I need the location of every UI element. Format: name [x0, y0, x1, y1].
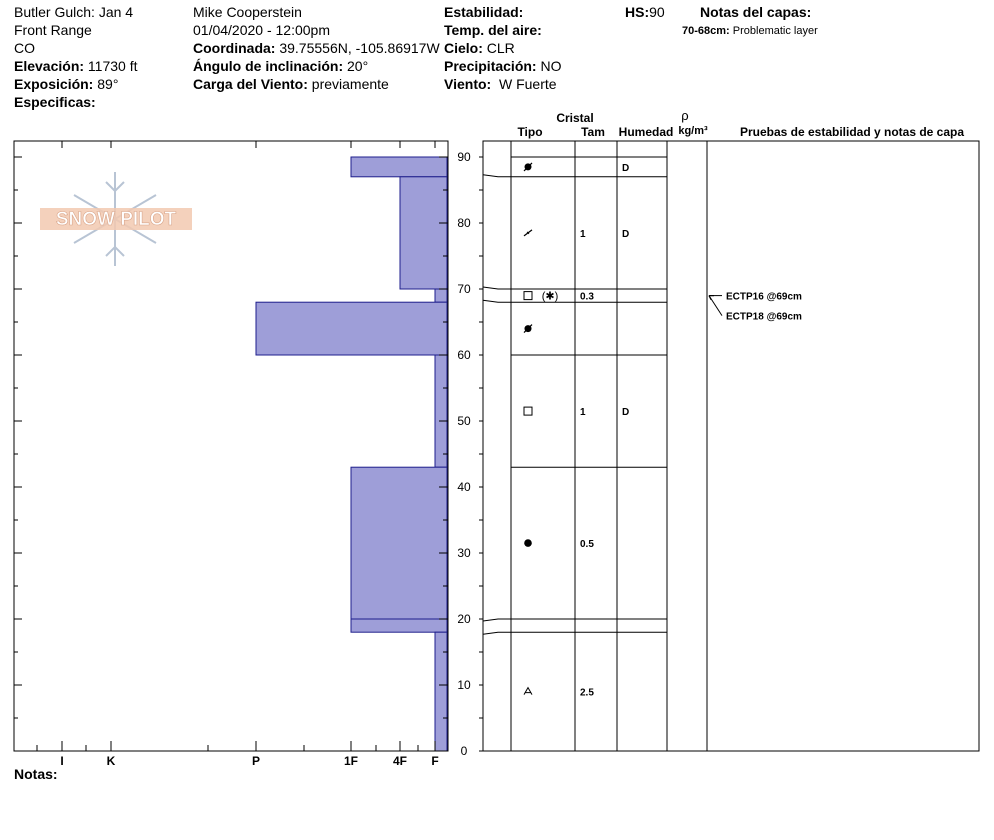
table-frame	[483, 141, 979, 751]
y-tick-label: 10	[457, 678, 471, 692]
range-name: Front Range	[14, 22, 92, 38]
crystal-moisture: D	[622, 407, 630, 419]
precip-label: Precipitación:	[444, 58, 537, 74]
layer-note-text: Problematic layer	[732, 25, 818, 37]
wind-value: W Fuerte	[498, 76, 557, 92]
moisture-col-header: Humedad	[618, 125, 674, 139]
hardness-bar	[400, 177, 447, 289]
specifics-label: Especificas:	[14, 94, 96, 110]
elevation-label: Elevación:	[14, 58, 85, 74]
air-temp-label: Temp. del aire:	[444, 22, 542, 38]
slope-label: Ángulo de inclinación:	[193, 58, 344, 74]
crystal-moisture: D	[622, 228, 630, 240]
hardness-bar	[351, 467, 447, 619]
crystal-symbol-rg	[524, 539, 532, 547]
crystal-symbol-fc	[524, 407, 532, 415]
stability-tests	[709, 292, 802, 323]
crystal-size: 1	[580, 407, 586, 419]
slope-value: 20°	[347, 58, 369, 74]
symbol-dot	[524, 539, 532, 547]
symbol-text: (✱)	[541, 290, 559, 303]
row-connector	[483, 632, 511, 634]
density-col-header: kg/m³	[678, 125, 708, 137]
y-tick-label: 70	[457, 282, 471, 296]
crystal-size: 0.3	[580, 291, 594, 303]
crystal-symbol-ppgp	[524, 325, 532, 333]
tests-col-header: Pruebas de estabilidad y notas de capa	[739, 125, 965, 139]
layer-notes-title: Notas del capas:	[700, 4, 812, 20]
hardness-axis	[37, 141, 439, 768]
table-column-lines	[511, 141, 707, 751]
sky-value: CLR	[486, 40, 515, 56]
row-connector	[483, 287, 511, 289]
coordinates-label: Coordinada:	[193, 40, 276, 56]
y-tick-label: 40	[457, 480, 471, 494]
hs-label: HS:	[625, 4, 650, 20]
wind-load-value: previamente	[311, 76, 389, 92]
x-tick-label: 1F	[343, 754, 359, 768]
y-tick-label: 0	[460, 744, 468, 758]
observation-datetime: 01/04/2020 - 12:00pm	[193, 22, 330, 38]
x-tick-label: 4F	[392, 754, 408, 768]
coordinates-value: 39.75556N, -105.86917W	[279, 40, 440, 56]
row-connector	[483, 300, 511, 302]
wind-load-label: Carga del Viento:	[193, 76, 308, 92]
hardness-layers	[256, 157, 447, 751]
wind-label: Viento:	[444, 76, 492, 92]
test-label: ECTP18 @69cm	[726, 311, 802, 323]
crystal-size: 2.5	[580, 687, 594, 699]
hardness-bar	[435, 355, 447, 467]
x-tick-label: I	[60, 754, 64, 768]
hardness-bar	[351, 619, 447, 632]
y-tick-label: 50	[457, 414, 471, 428]
hs-value: 90	[649, 4, 665, 20]
test-label: ECTP16 @69cm	[726, 291, 802, 303]
rho-header: ρ	[681, 108, 689, 123]
stability-label: Estabilidad:	[444, 4, 524, 20]
observer-name: Mike Cooperstein	[193, 4, 302, 20]
snowpilot-logo	[40, 172, 192, 266]
row-connector	[483, 619, 511, 621]
crystal-symbol-df	[524, 230, 532, 236]
sky-label: Cielo:	[444, 40, 483, 56]
x-tick-label: F	[431, 754, 439, 768]
y-tick-label: 80	[457, 216, 471, 230]
crystal-symbol-ppgp	[524, 163, 532, 171]
y-tick-label: 60	[457, 348, 471, 362]
hardness-frame	[14, 141, 448, 751]
aspect-label: Exposición:	[14, 76, 94, 92]
hardness-bar	[351, 157, 447, 177]
crystal-symbol-fc-sh	[524, 291, 558, 303]
symbol-square	[524, 292, 532, 300]
hardness-bar	[256, 302, 447, 355]
state-name: CO	[14, 40, 35, 56]
symbol-square	[524, 407, 532, 415]
row-connector	[483, 175, 511, 177]
crystal-moisture: D	[622, 162, 630, 174]
aspect-value: 89°	[97, 76, 119, 92]
hardness-bar	[435, 289, 447, 302]
elevation-value: 11730 ft	[87, 58, 138, 74]
size-col-header: Tam	[581, 125, 605, 139]
crystal-size: 0.5	[580, 539, 594, 551]
y-tick-label: 20	[457, 612, 471, 626]
y-tick-label: 90	[457, 150, 471, 164]
symbol-caret	[524, 688, 532, 695]
logo-text: SNOW PILOT	[55, 209, 177, 230]
y-tick-label: 30	[457, 546, 471, 560]
type-col-header: Tipo	[517, 125, 543, 139]
layer-note-range: 70-68cm:	[682, 25, 730, 37]
precip-value: NO	[540, 58, 562, 74]
hardness-bar	[435, 632, 447, 751]
notes-label: Notas:	[14, 766, 58, 782]
crystal-size: 1	[580, 228, 586, 240]
site-name: Butler Gulch: Jan 4	[14, 4, 134, 20]
x-tick-label: P	[251, 754, 261, 768]
x-tick-label: K	[106, 754, 116, 768]
crystal-symbol-dh	[524, 688, 532, 695]
crystal-header: Cristal	[556, 111, 594, 125]
